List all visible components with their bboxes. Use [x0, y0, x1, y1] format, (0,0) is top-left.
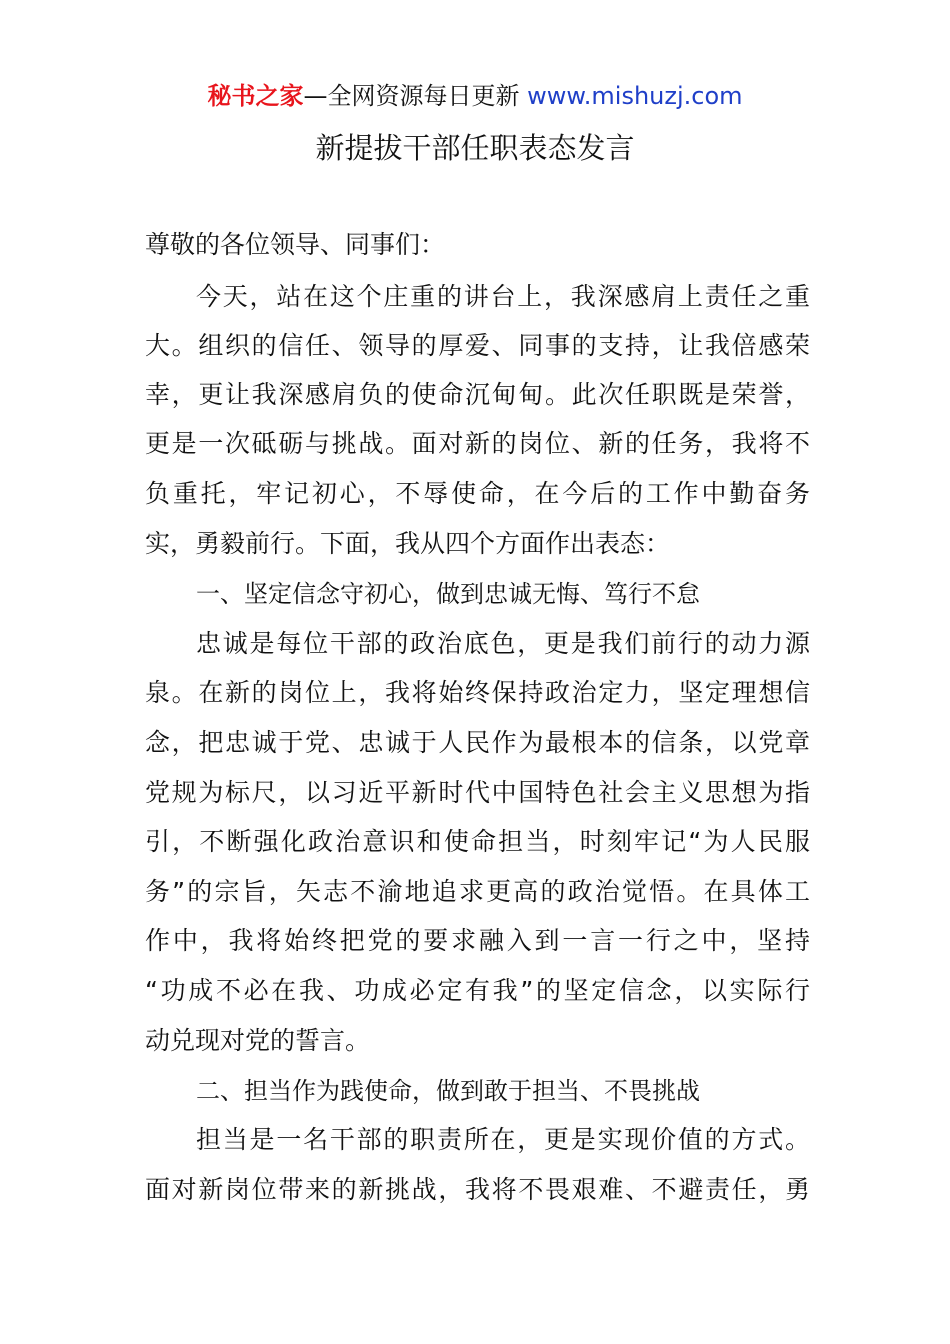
document-title: 新提拔干部任职表态发言	[315, 131, 635, 165]
site-brand: 秘书之家	[207, 82, 304, 110]
paragraph-line: 党规为标尺，以习近平新时代中国特色社会主义思想为指	[145, 778, 810, 807]
site-tagline: —全网资源每日更新	[303, 82, 528, 110]
paragraph-line: 幸，更让我深感肩负的使命沉甸甸。此次任职既是荣誉，	[145, 380, 810, 409]
paragraph-line: 泉。在新的岗位上，我将始终保持政治定力，坚定理想信	[145, 678, 810, 707]
paragraph-line: 忠诚是每位干部的政治底色，更是我们前行的动力源	[196, 629, 810, 658]
paragraph-line: 大。组织的信任、领导的厚爱、同事的支持，让我倍感荣	[145, 331, 810, 360]
site-header	[0, 80, 950, 112]
section-heading-2: 二、担当作为践使命，做到敢于担当、不畏挑战	[196, 1077, 700, 1105]
paragraph-line: “功成不必在我、功成必定有我”的坚定信念，以实际行	[145, 976, 810, 1005]
paragraph-line: 今天，站在这个庄重的讲台上，我深感肩上责任之重	[196, 282, 810, 311]
paragraph-line: 担当是一名干部的职责所在，更是实现价值的方式。	[196, 1125, 810, 1154]
salutation: 尊敬的各位领导、同事们：	[145, 230, 446, 259]
paragraph-line: 实，勇毅前行。下面，我从四个方面作出表态：	[145, 529, 671, 558]
paragraph-line: 面对新岗位带来的新挑战，我将不畏艰难、不避责任，勇	[145, 1175, 810, 1204]
paragraph-line: 作中，我将始终把党的要求融入到一言一行之中，坚持	[145, 926, 810, 955]
paragraph-line: 动兑现对党的誓言。	[145, 1026, 371, 1055]
site-url-link[interactable]: www.mishuzj.com	[527, 82, 743, 110]
section-heading-1: 一、坚定信念守初心，做到忠诚无悔、笃行不怠	[196, 580, 700, 608]
paragraph-line: 务”的宗旨，矢志不渝地追求更高的政治觉悟。在具体工	[145, 877, 810, 906]
paragraph-line: 更是一次砥砺与挑战。面对新的岗位、新的任务，我将不	[145, 429, 810, 458]
paragraph-line: 负重托，牢记初心，不辱使命，在今后的工作中勤奋务	[145, 479, 810, 508]
paragraph-line: 念，把忠诚于党、忠诚于人民作为最根本的信条，以党章	[145, 728, 810, 757]
paragraph-line: 引，不断强化政治意识和使命担当，时刻牢记“为人民服	[145, 827, 810, 856]
